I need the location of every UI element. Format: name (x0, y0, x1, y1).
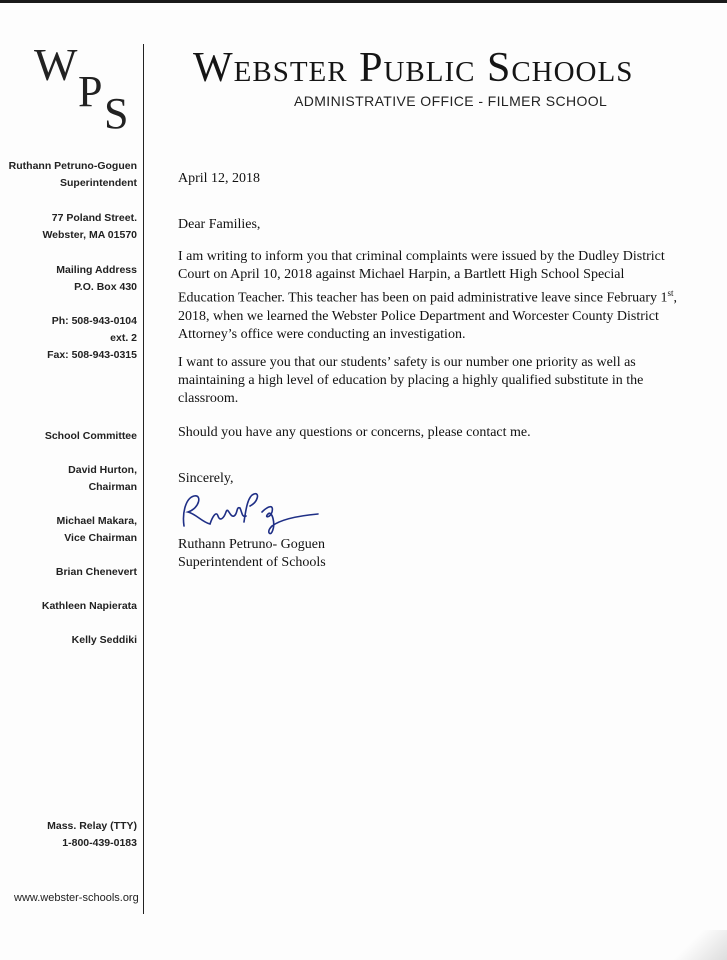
sidebar-superintendent (9, 158, 137, 192)
member-role: Chairman (88, 481, 137, 493)
sidebar-divider (143, 44, 144, 914)
city-line: Webster, MA 01570 (42, 229, 137, 241)
letter-paragraph-1 (178, 248, 698, 344)
school-name: Webster Public Schools (193, 45, 634, 91)
letter-paragraph-3: Should you have any questions or concerns, please contact me. (178, 425, 531, 440)
sidebar-contact-numbers (47, 313, 137, 364)
wps-logo (28, 39, 138, 138)
signer-title: Superintendent of Schools (178, 555, 326, 570)
member-name: Kelly Seddiki (71, 634, 137, 646)
letter-greeting: Dear Families, (178, 217, 261, 232)
letter-paragraph-2 (178, 354, 698, 408)
member-role: Vice Chairman (64, 532, 137, 544)
paragraph-line: I want to assure you that our students’ safety is our number one priority as well as (178, 355, 636, 370)
signer-name: Ruthann Petruno- Goguen (178, 537, 325, 552)
page-corner-shadow (667, 930, 727, 960)
committee-member (42, 598, 137, 615)
committee-member (68, 462, 137, 496)
phone-number: Ph: 508-943-0104 (51, 315, 137, 327)
ordinal-suffix: st (667, 288, 674, 298)
logo-letter-w: W (34, 39, 78, 90)
sidebar-mass-relay (47, 818, 137, 852)
paragraph-line: I am writing to inform you that criminal complaints were issued by the Dudley District (178, 249, 665, 264)
paragraph-line: classroom. (178, 391, 239, 406)
superintendent-title: Superintendent (59, 177, 137, 189)
line-text: Education Teacher. This teacher has been on paid administrative leave since February 1 (178, 290, 668, 306)
signer-block (178, 536, 698, 572)
fax-number: Fax: 508-943-0315 (47, 349, 137, 361)
logo-letter-p: P (78, 67, 103, 116)
paragraph-line: Attorney’s office were conducting an investigation. (178, 326, 466, 342)
letter-closing: Sincerely, (178, 471, 234, 486)
sidebar-mailing-address (56, 262, 137, 296)
page-top-edge (0, 0, 727, 3)
mailing-label: Mailing Address (56, 264, 137, 276)
paragraph-line: 2018, when we learned the Webster Police Department and Worcester County District (178, 308, 659, 324)
website-link[interactable]: www.webster-schools.org (14, 892, 139, 904)
member-name: Brian Chenevert (55, 566, 137, 578)
po-box: P.O. Box 430 (74, 281, 137, 293)
committee-member (56, 513, 137, 547)
logo-letter-s: S (104, 89, 129, 138)
paragraph-line: maintaining a high level of education by placing a highly qualified substitute in the (178, 373, 644, 388)
sidebar-street-address (42, 210, 137, 244)
committee-member (56, 564, 137, 581)
paragraph-line: Court on April 10, 2018 against Michael Harpin, a Bartlett High School Special (178, 267, 625, 282)
relay-label: Mass. Relay (TTY) (47, 820, 137, 832)
superintendent-name: Ruthann Petruno-Goguen (8, 160, 137, 172)
handwritten-signature (176, 488, 326, 538)
member-name: Kathleen Napierata (41, 600, 137, 612)
office-subtitle: ADMINISTRATIVE OFFICE - FILMER SCHOOL (294, 93, 608, 109)
line-comma: , (673, 290, 678, 306)
committee-member (72, 632, 137, 649)
member-name: David Hurton, (68, 464, 137, 476)
committee-heading: School Committee (44, 430, 137, 442)
letter-date: April 12, 2018 (178, 171, 261, 186)
relay-number: 1-800-439-0183 (62, 837, 137, 849)
phone-extension: ext. 2 (110, 332, 137, 344)
street-line: 77 Poland Street. (51, 212, 137, 224)
member-name: Michael Makara, (56, 515, 137, 527)
paragraph-line (178, 284, 698, 308)
